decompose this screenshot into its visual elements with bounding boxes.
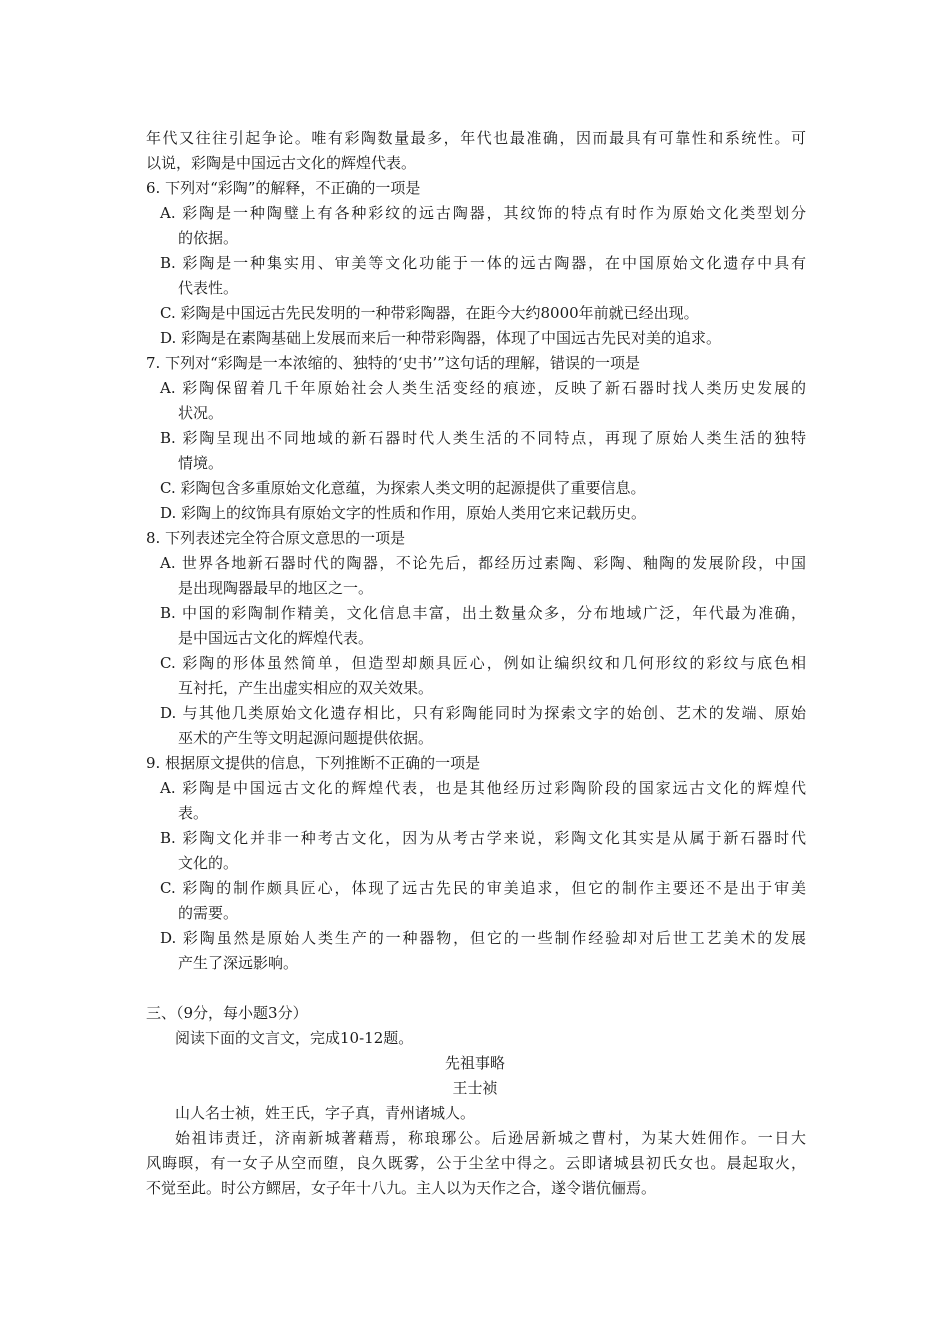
question-8-option-c-cont: 互衬托，产生出虚实相应的双关效果。 (178, 679, 434, 697)
question-9-option-c: C. 彩陶的制作颇具匠心，体现了远古先民的审美追求，但它的制作主要还不是出于审美 (160, 879, 806, 897)
question-8-option-b: B. 中国的彩陶制作精美，文化信息丰富，出土数量众多，分布地域广泛，年代最为准确， (160, 604, 806, 622)
question-6-option-a: A. 彩陶是一种陶璧上有各种彩纹的远古陶器，其纹饰的特点有时作为原始文化类型划分 (160, 204, 806, 222)
question-6-option-d: D. 彩陶是在素陶基础上发展而来后一种带彩陶器，体现了中国远古先民对美的追求。 (160, 329, 722, 347)
passage-paragraph-1: 山人名士祯，姓王氏，字子真，青州诸城人。 (175, 1104, 476, 1122)
section-3-instruction: 阅读下面的文言文，完成10-12题。 (175, 1029, 414, 1047)
question-6-option-b-cont: 代表性。 (178, 279, 239, 297)
passage-paragraph-2-line-2: 风晦暝，有一女子从空而堕，良久既雾，公于尘坌中得之。云即诸城县初氏女也。晨起取火， (146, 1154, 806, 1172)
question-6-option-a-cont: 的依据。 (178, 229, 239, 247)
question-7-option-d: D. 彩陶上的纹饰具有原始文字的性质和作用，原始人类用它来记载历史。 (160, 504, 647, 522)
question-8-option-b-cont: 是中国远古文化的辉煌代表。 (178, 629, 374, 647)
question-9-option-a: A. 彩陶是中国远古文化的辉煌代表，也是其他经历过彩陶阶段的国家远古文化的辉煌代 (160, 779, 806, 797)
question-9-option-b-cont: 文化的。 (178, 854, 239, 872)
question-8-option-a-cont: 是出现陶器最早的地区之一。 (178, 579, 374, 597)
question-9-option-c-cont: 的需要。 (178, 904, 239, 922)
passage-title: 先祖事略 (444, 1054, 505, 1072)
question-9-option-a-cont: 表。 (178, 804, 209, 822)
section-3-heading: 三、（9分，每小题3分） (146, 1004, 308, 1022)
passage-author: 王士祯 (452, 1079, 498, 1097)
question-9-option-d: D. 彩陶虽然是原始人类生产的一种器物，但它的一些制作经验却对后世工艺美术的发展 (160, 929, 806, 947)
question-8-stem: 8. 下列表述完全符合原文意思的一项是 (146, 529, 406, 547)
question-9-option-b: B. 彩陶文化并非一种考古文化，因为从考古学来说，彩陶文化其实是从属于新石器时代 (160, 829, 806, 847)
question-8-option-d: D. 与其他几类原始文化遗存相比，只有彩陶能同时为探索文字的始创、艺术的发端、原始 (160, 704, 806, 722)
passage-paragraph-2-line-3: 不觉至此。时公方鳏居，女子年十八九。主人以为天作之合，遂令谐伉俪焉。 (146, 1179, 657, 1197)
passage-line: 以说，彩陶是中国远古文化的辉煌代表。 (146, 154, 417, 172)
question-9-stem: 9. 根据原文提供的信息，下列推断不正确的一项是 (146, 754, 481, 772)
question-7-option-b-cont: 情境。 (178, 454, 224, 472)
question-6-option-b: B. 彩陶是一种集实用、审美等文化功能于一体的远古陶器，在中国原始文化遗存中具有 (160, 254, 806, 272)
passage-paragraph-2-line-1: 始祖讳责迁，济南新城著藉焉，称琅琊公。后逊居新城之曹村，为某大姓佣作。一日大 (175, 1129, 806, 1147)
question-8-option-a: A. 世界各地新石器时代的陶器，不论先后，都经历过素陶、彩陶、釉陶的发展阶段，中国 (160, 554, 806, 572)
question-6-stem: 6. 下列对“彩陶”的解释，不正确的一项是 (146, 179, 421, 197)
question-7-option-b: B. 彩陶呈现出不同地域的新石器时代人类生活的不同特点，再现了原始人类生活的独特 (160, 429, 806, 447)
question-7-option-a-cont: 状况。 (178, 404, 224, 422)
question-6-option-c: C. 彩陶是中国远古先民发明的一种带彩陶器，在距今大约8000年前就已经出现。 (160, 304, 699, 322)
question-8-option-d-cont: 巫术的产生等文明起源问题提供依据。 (178, 729, 434, 747)
question-8-option-c: C. 彩陶的形体虽然简单，但造型却颇具匠心，例如让编织纹和几何形纹的彩纹与底色相 (160, 654, 806, 672)
question-9-option-d-cont: 产生了深远影响。 (178, 954, 299, 972)
question-7-option-c: C. 彩陶包含多重原始文化意蕴，为探索人类文明的起源提供了重要信息。 (160, 479, 646, 497)
passage-line: 年代又往往引起争论。唯有彩陶数量最多，年代也最准确，因而最具有可靠性和系统性。可 (146, 129, 806, 147)
question-7-stem: 7. 下列对“彩陶是一本浓缩的、独特的‘史书’”这句话的理解，错误的一项是 (146, 354, 640, 372)
question-7-option-a: A. 彩陶保留着几千年原始社会人类生活变经的痕迹，反映了新石器时找人类历史发展的 (160, 379, 806, 397)
